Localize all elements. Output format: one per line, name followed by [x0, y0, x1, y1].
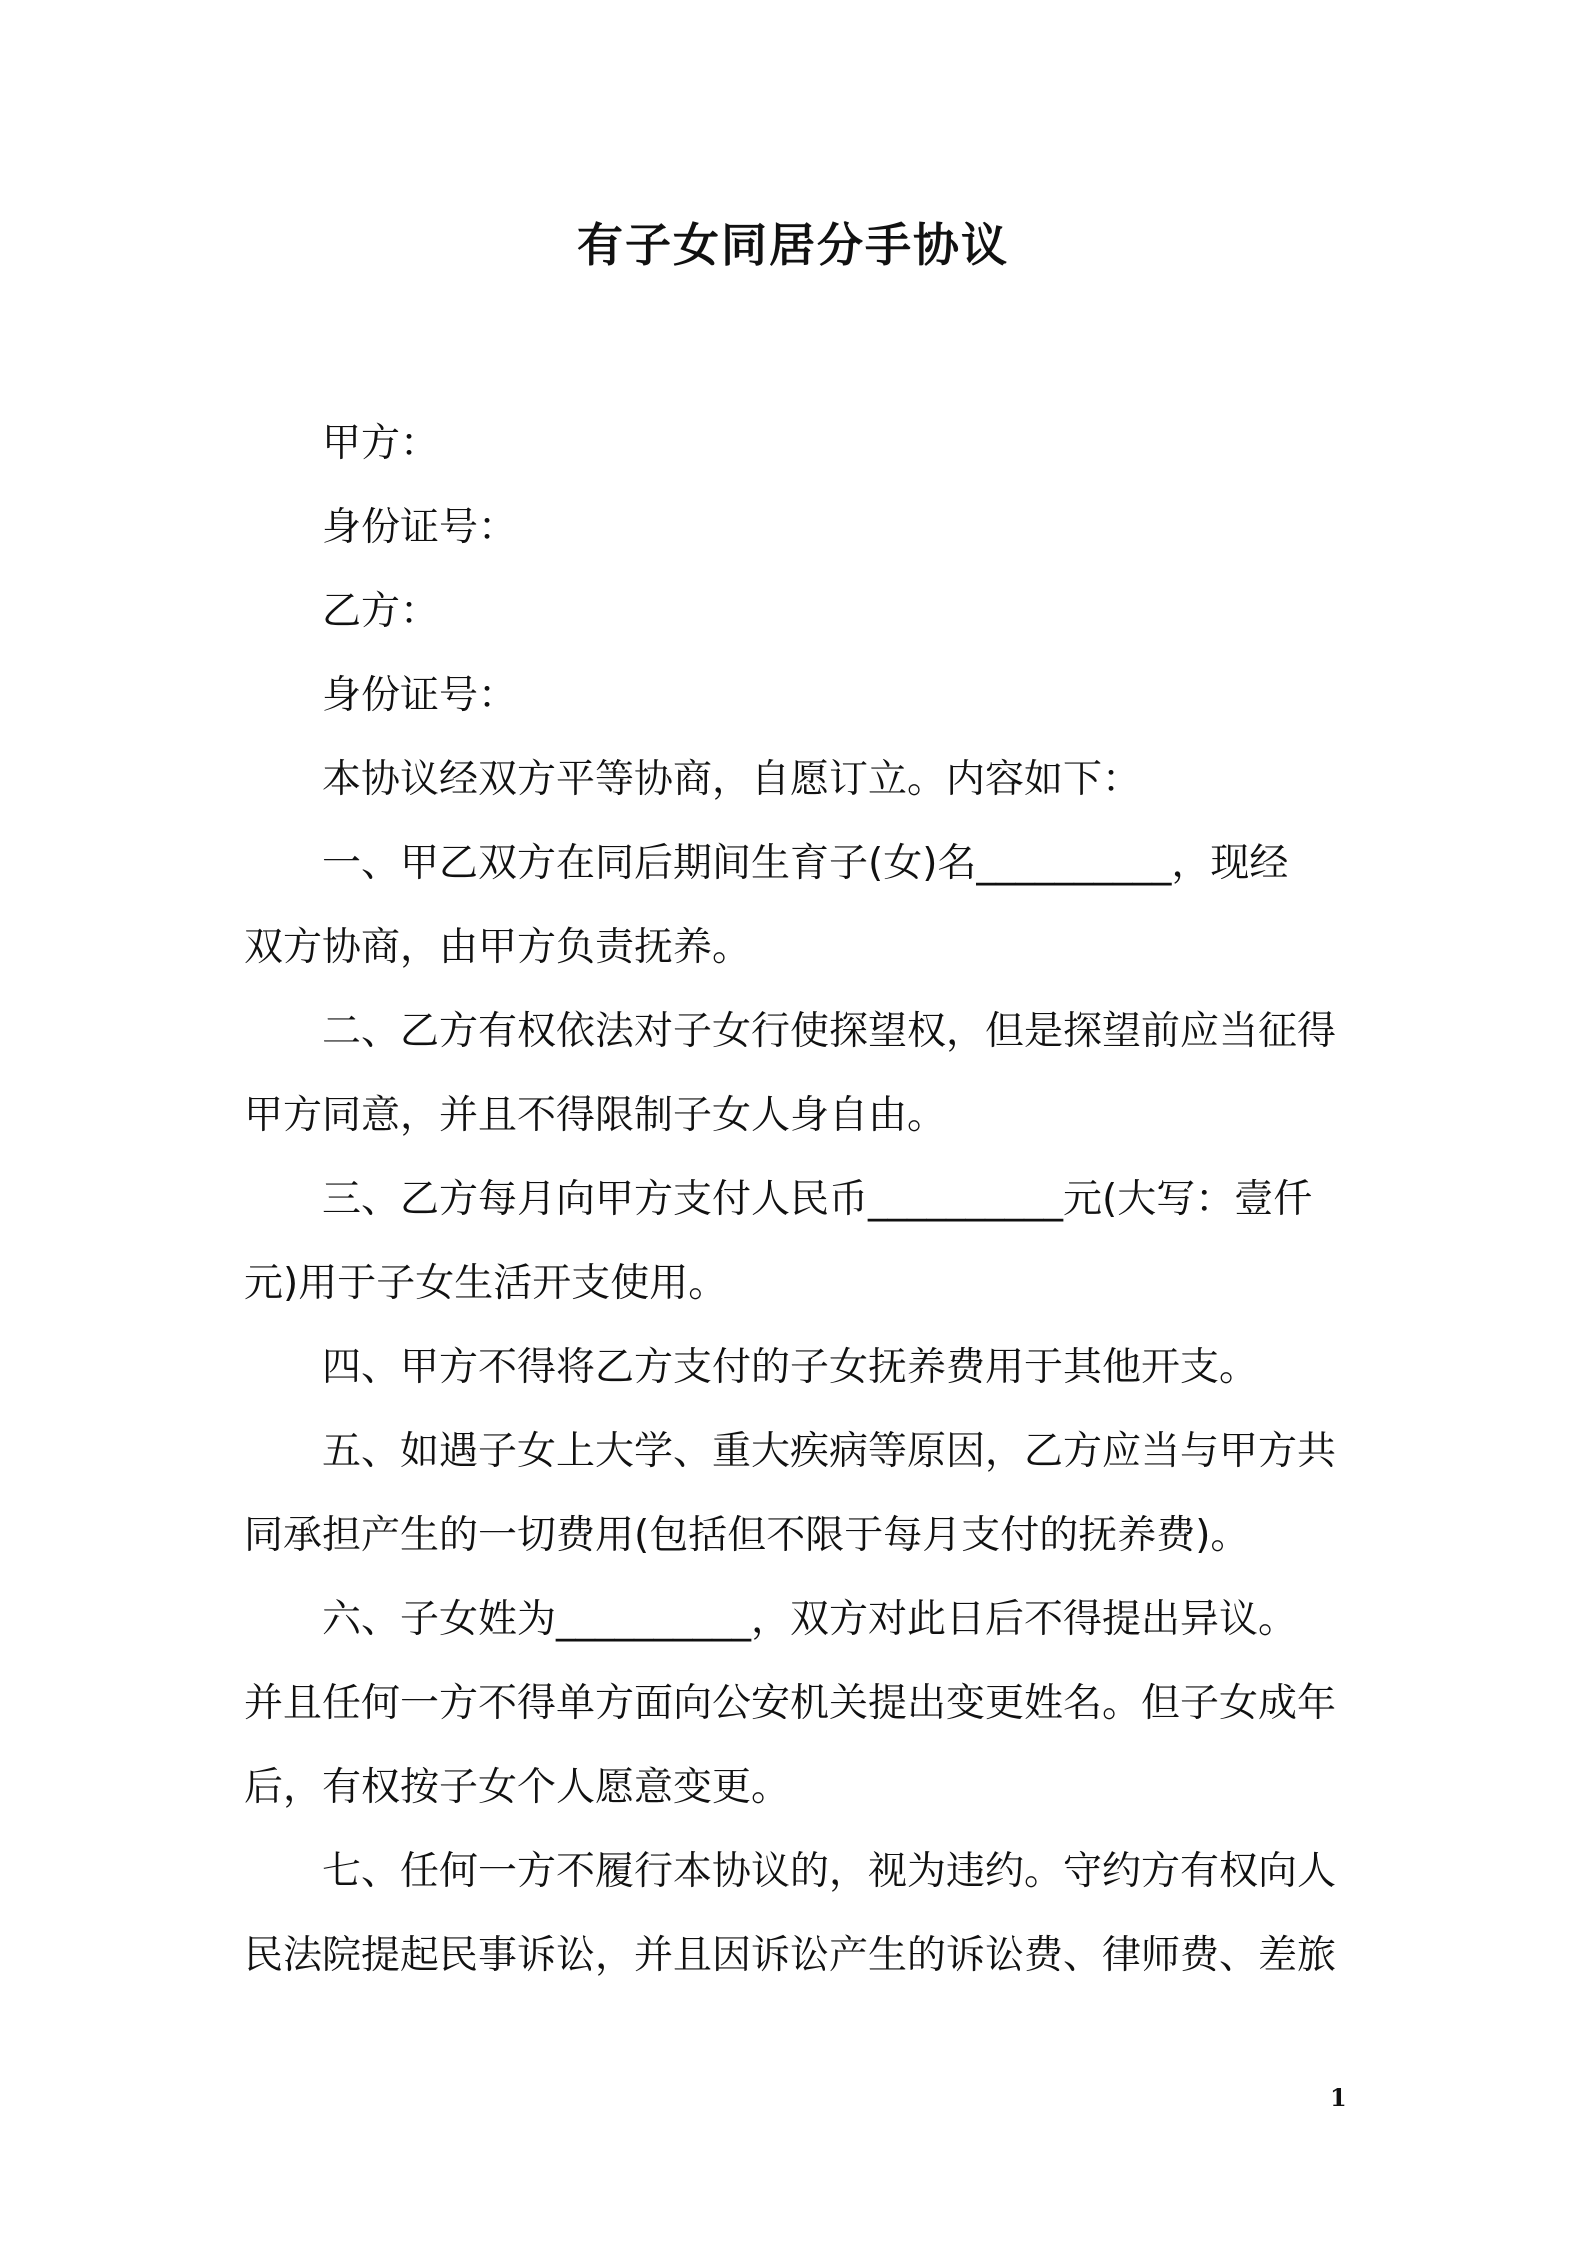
- party-b-id-field: 身份证号：: [322, 673, 518, 718]
- document-body: [244, 402, 1354, 1998]
- clause-1-line-2: 双方协商，由甲方负责抚养。: [244, 925, 752, 970]
- clause-4-line-1: 四、甲方不得将乙方支付的子女抚养费用于其他开支。: [322, 1345, 1259, 1390]
- clause-7-line-2: 民法院提起民事诉讼，并且因诉讼产生的诉讼费、律师费、差旅: [244, 1933, 1337, 1978]
- clause-5-line-1: 五、如遇子女上大学、重大疾病等原因，乙方应当与甲方共: [322, 1429, 1337, 1474]
- clause-2-line-2: 甲方同意，并且不得限制子女人身自由。: [244, 1093, 947, 1138]
- document-title: 有子女同居分手协议: [577, 218, 1009, 272]
- clause-1-line-1: 一、甲乙双方在同后期间生育子(女)名__________，现经: [322, 841, 1289, 886]
- clause-3-line-1: 三、乙方每月向甲方支付人民币__________元(大写：壹仟: [322, 1177, 1313, 1222]
- party-b-field: 乙方：: [322, 589, 440, 634]
- clause-3-line-2: 元)用于子女生活开支使用。: [244, 1261, 728, 1306]
- clause-5-line-2: 同承担产生的一切费用(包括但不限于每月支付的抚养费)。: [244, 1513, 1250, 1558]
- page-number: 1: [1330, 2083, 1347, 2112]
- intro-paragraph: 本协议经双方平等协商，自愿订立。内容如下：: [322, 757, 1142, 802]
- party-a-id-field: 身份证号：: [322, 505, 518, 550]
- clause-2-line-1: 二、乙方有权依法对子女行使探望权，但是探望前应当征得: [322, 1009, 1337, 1054]
- clause-6-line-1: 六、子女姓为__________，双方对此日后不得提出异议。: [322, 1597, 1298, 1642]
- clause-6-line-3: 后，有权按子女个人愿意变更。: [244, 1765, 791, 1810]
- clause-6-line-2: 并且任何一方不得单方面向公安机关提出变更姓名。但子女成年: [244, 1681, 1337, 1726]
- clause-7-line-1: 七、任何一方不履行本协议的，视为违约。守约方有权向人: [322, 1849, 1337, 1894]
- party-a-field: 甲方：: [322, 421, 440, 466]
